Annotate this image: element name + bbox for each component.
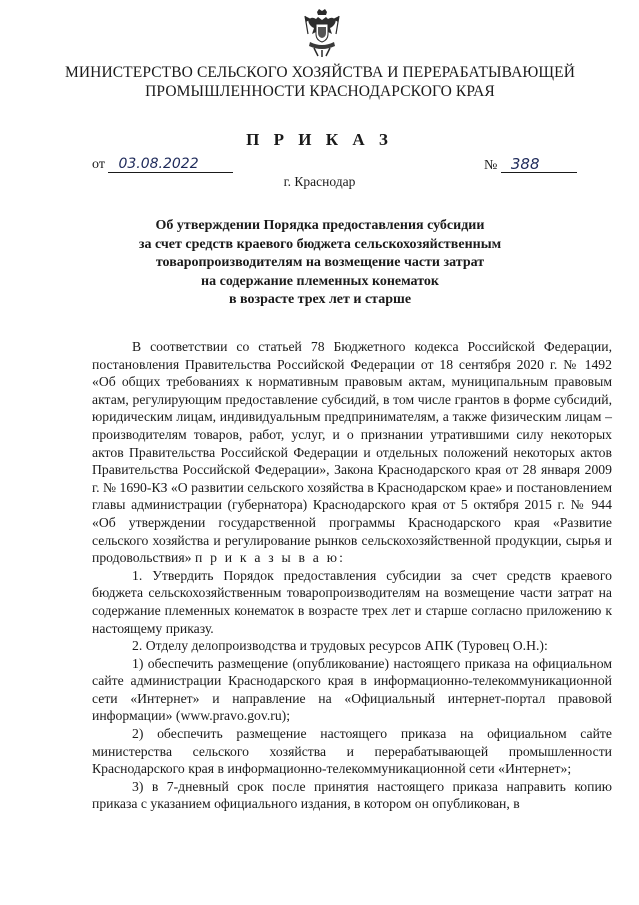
- number-value: 388: [501, 156, 577, 173]
- ministry-line-1: МИНИСТЕРСТВО СЕЛЬСКОГО ХОЗЯЙСТВА И ПЕРЕРАБАТЫВАЮЩЕЙ: [64, 64, 575, 81]
- item-2-3-paragraph: 3) в 7-дневный срок после принятия настоящего приказа направить копию приказа с указанием официального издания, в котором он опубликован, в: [92, 778, 612, 812]
- order-directive: п р и к а з ы в а ю:: [194, 550, 346, 566]
- order-city: г. Краснодар: [283, 174, 356, 189]
- order-date: [92, 156, 233, 173]
- item-1-paragraph: 1. Утвердить Порядок предоставления субсидии за счет средств краевого бюджета сельскохозяйственным товаропроизводителям на возмещение части затрат на содержание племенных конематок в возрасте трех лет и старше согласно приложению к настоящему приказу.: [92, 567, 612, 636]
- coat-of-arms-icon: [302, 8, 342, 58]
- subject-line-3: товаропроизводителям на возмещение части затрат: [155, 255, 485, 270]
- item-2-2-paragraph: 2) обеспечить размещение настоящего приказа на официальном сайте министерства сельского хозяйства и перерабатывающей промышленности Краснодарского края в информационно-телекоммуникационной сети «Интернет»;: [92, 726, 612, 777]
- number-prefix: №: [484, 158, 498, 173]
- ministry-name: [40, 63, 600, 101]
- subject-line-4: на содержание племенных конематок: [201, 273, 439, 289]
- subject-line-5: в возрасте трех лет и старше: [228, 292, 412, 307]
- order-title: П Р И К А З: [246, 130, 393, 149]
- ministry-line-2: ПРОМЫШЛЕННОСТИ КРАСНОДАРСКОГО КРАЯ: [145, 83, 495, 100]
- item-2-1-paragraph: 1) обеспечить размещение (опубликование) настоящего приказа на официальном сайте администрации Краснодарского края в информационно-телекоммуникационной сети «Интернет» и направление на «Официальный интернет-портал правовой информации» (www.pravo.gov.ru);: [92, 655, 612, 724]
- coat-of-arms-graphic: [302, 8, 342, 58]
- order-body: [92, 338, 612, 813]
- subject-line-2: за счет средств краевого бюджета сельскохозяйственным: [138, 236, 502, 252]
- subject-line-1: Об утверждении Порядка предоставления субсидии: [155, 218, 485, 233]
- order-number: [484, 156, 577, 174]
- date-prefix: от: [92, 157, 105, 172]
- item-2-paragraph: 2. Отделу делопроизводства и трудовых ресурсов АПК (Туровец О.Н.):: [132, 638, 548, 654]
- preamble-text: В соответствии со статьей 78 Бюджетного кодекса Российской Федерации, постановления Правительства Российской Федерации от 18 сентября 2020 г. № 1492 «Об общих требованиях к нормативным правовым актам, муниципальным правовым актам, регулирующим предоставление субсидий, в том числе грантов в форме субсидий, юридическим лицам, индивидуальным предпринимателям, а также физическим лицам – производителям товаров, работ, услуг, и о признании утратившими силу некоторых актов Правительства Российской Федерации и отдельных положений некоторых актов Правительства Российской Федерации», Закона Краснодарского края от 28 января 2009 г. № 1690-КЗ «О развитии сельского хозяйства в Краснодарском крае» и постановлением главы администрации (губернатора) Краснодарского края от 5 октября 2015 г. № 944 «Об утверждении государственной программы Краснодарского края «Развитие сельского хозяйства и регулирование рынков сельскохозяйственной продукции, сырья и продовольствия»: [92, 339, 612, 566]
- preamble-paragraph: [92, 338, 612, 567]
- date-value: 03.08.2022: [108, 156, 233, 173]
- order-subject: [110, 217, 530, 310]
